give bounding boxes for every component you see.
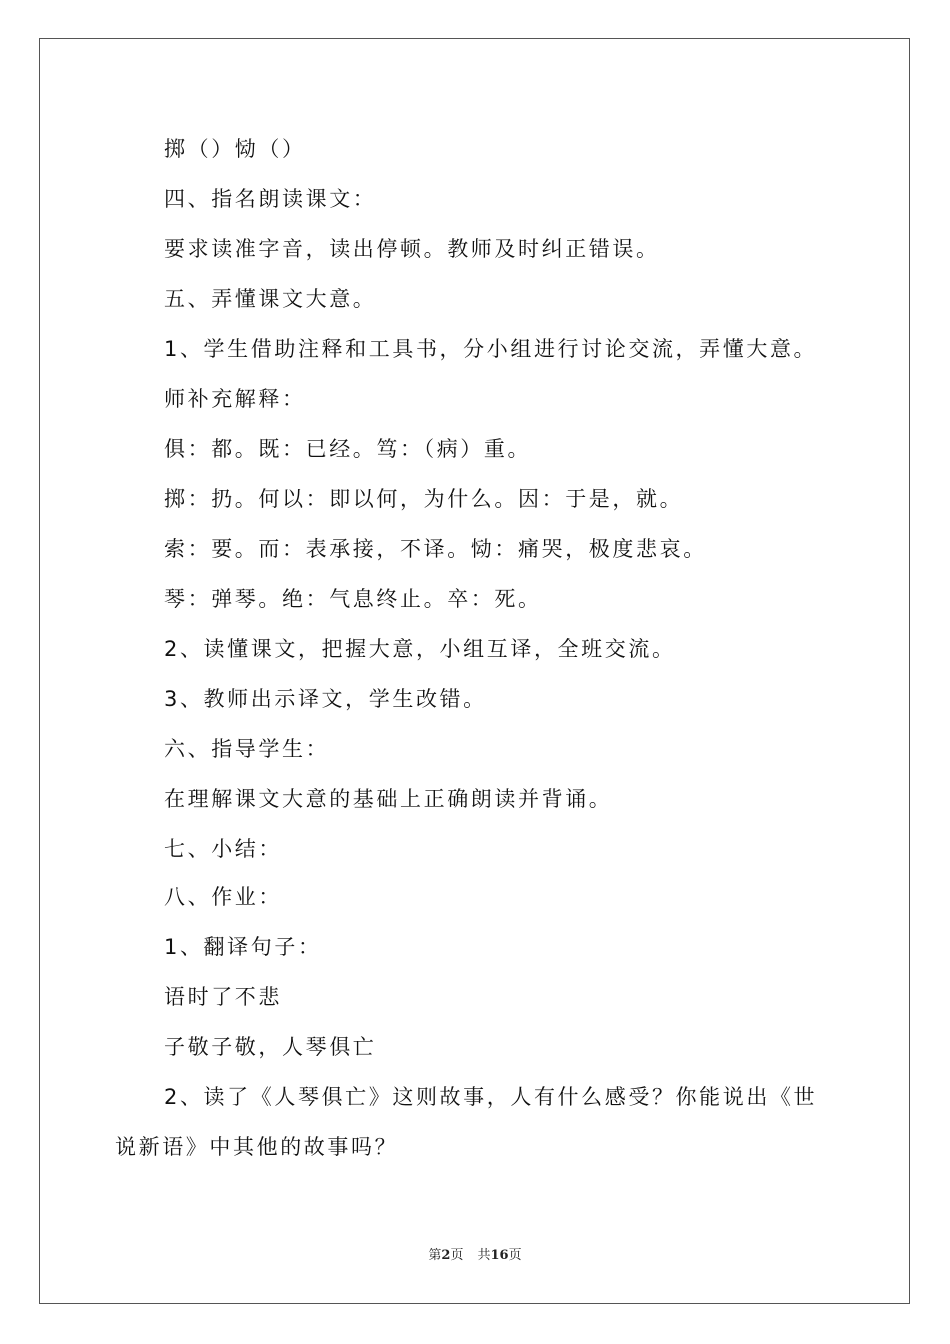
section-heading: 七、小结： bbox=[164, 837, 282, 861]
section-heading: 四、指名朗读课文： bbox=[164, 187, 377, 211]
text-line: 师补充解释： bbox=[164, 387, 306, 411]
section-heading: 六、指导学生： bbox=[164, 737, 330, 761]
text-line: 1、翻译句子： bbox=[164, 935, 322, 959]
page-border bbox=[39, 38, 910, 1304]
footer-page-suffix: 页 bbox=[450, 1248, 464, 1263]
text-line: 琴：弹琴。绝：气息终止。卒：死。 bbox=[164, 587, 542, 611]
footer-total-prefix: 共 bbox=[477, 1248, 491, 1263]
text-line: 俱：都。既：已经。笃：（病）重。 bbox=[164, 437, 532, 461]
text-line: 语时了不悲 bbox=[164, 985, 282, 1009]
text-line: 1、学生借助注释和工具书，分小组进行讨论交流，弄懂大意。 bbox=[164, 337, 818, 361]
text-line: 3、教师出示译文，学生改错。 bbox=[164, 687, 487, 711]
text-line: 说新语》中其他的故事吗？ bbox=[115, 1135, 399, 1159]
text-line: 掷（）恸（） bbox=[164, 137, 306, 161]
text-line: 2、读了《人琴俱亡》这则故事，人有什么感受？你能说出《世 bbox=[164, 1085, 818, 1109]
footer-page-number: 2 bbox=[441, 1248, 451, 1263]
footer-total-pages: 16 bbox=[490, 1248, 509, 1263]
text-line: 要求读准字音，读出停顿。教师及时纠正错误。 bbox=[164, 237, 660, 261]
text-line: 子敬子敬，人琴俱亡 bbox=[164, 1035, 377, 1059]
text-line: 在理解课文大意的基础上正确朗读并背诵。 bbox=[164, 787, 613, 811]
section-heading: 八、作业： bbox=[164, 885, 282, 909]
text-line: 索：要。而：表承接，不译。恸：痛哭，极度悲哀。 bbox=[164, 537, 707, 561]
section-heading: 五、弄懂课文大意。 bbox=[164, 287, 377, 311]
text-line: 掷：扔。何以：即以何，为什么。因：于是，就。 bbox=[164, 487, 684, 511]
text-line: 2、读懂课文，把握大意，小组互译，全班交流。 bbox=[164, 637, 676, 661]
footer-total-suffix: 页 bbox=[508, 1248, 522, 1263]
footer-page-prefix: 第 bbox=[428, 1248, 442, 1263]
page-footer bbox=[0, 1248, 950, 1264]
